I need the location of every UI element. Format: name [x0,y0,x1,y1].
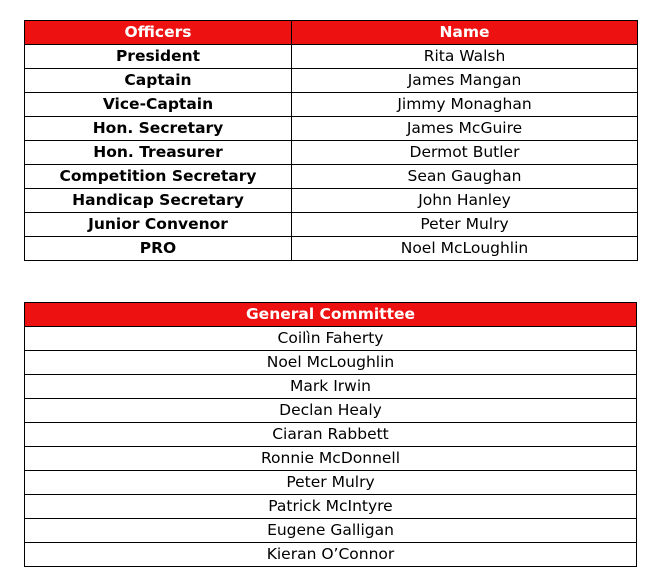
officer-name: Noel McLoughlin [292,237,638,261]
officer-name: Jimmy Monaghan [292,93,638,117]
committee-member: Eugene Galligan [25,519,637,543]
officer-name: Rita Walsh [292,45,638,69]
table-row [25,495,637,519]
table-row [25,519,637,543]
officer-role: Handicap Secretary [25,189,292,213]
officer-role: President [25,45,292,69]
officer-name: James McGuire [292,117,638,141]
table-row [25,165,638,189]
table-row [25,399,637,423]
table-row [25,45,638,69]
table-row [25,447,637,471]
officer-name: Dermot Butler [292,141,638,165]
table-row [25,351,637,375]
table-row [25,189,638,213]
officer-role: Hon. Treasurer [25,141,292,165]
table-row [25,423,637,447]
officer-role: Vice-Captain [25,93,292,117]
committee-member: Mark Irwin [25,375,637,399]
table-row [25,543,637,567]
table-row [25,69,638,93]
name-column-header: Name [292,21,638,45]
officer-role: Junior Convenor [25,213,292,237]
committee-member: Kieran O’Connor [25,543,637,567]
officer-name: Peter Mulry [292,213,638,237]
officer-name: Sean Gaughan [292,165,638,189]
general-committee-header: General Committee [25,303,637,327]
table-row [25,327,637,351]
committee-header-row [25,303,637,327]
officers-header-row [25,21,638,45]
committee-member: Peter Mulry [25,471,637,495]
table-row [25,93,638,117]
table-row [25,471,637,495]
committee-member: Declan Healy [25,399,637,423]
general-committee-table [24,302,637,567]
officer-role: Competition Secretary [25,165,292,189]
officer-role: Captain [25,69,292,93]
officer-name: John Hanley [292,189,638,213]
table-row [25,117,638,141]
committee-member: Patrick McIntyre [25,495,637,519]
table-row [25,375,637,399]
officer-role: Hon. Secretary [25,117,292,141]
table-row [25,141,638,165]
committee-member: Coilìn Faherty [25,327,637,351]
officers-column-header: Officers [25,21,292,45]
table-row [25,237,638,261]
table-row [25,213,638,237]
committee-member: Ciaran Rabbett [25,423,637,447]
committee-member: Ronnie McDonnell [25,447,637,471]
officer-role: PRO [25,237,292,261]
officers-table [24,20,638,261]
committee-member: Noel McLoughlin [25,351,637,375]
officer-name: James Mangan [292,69,638,93]
